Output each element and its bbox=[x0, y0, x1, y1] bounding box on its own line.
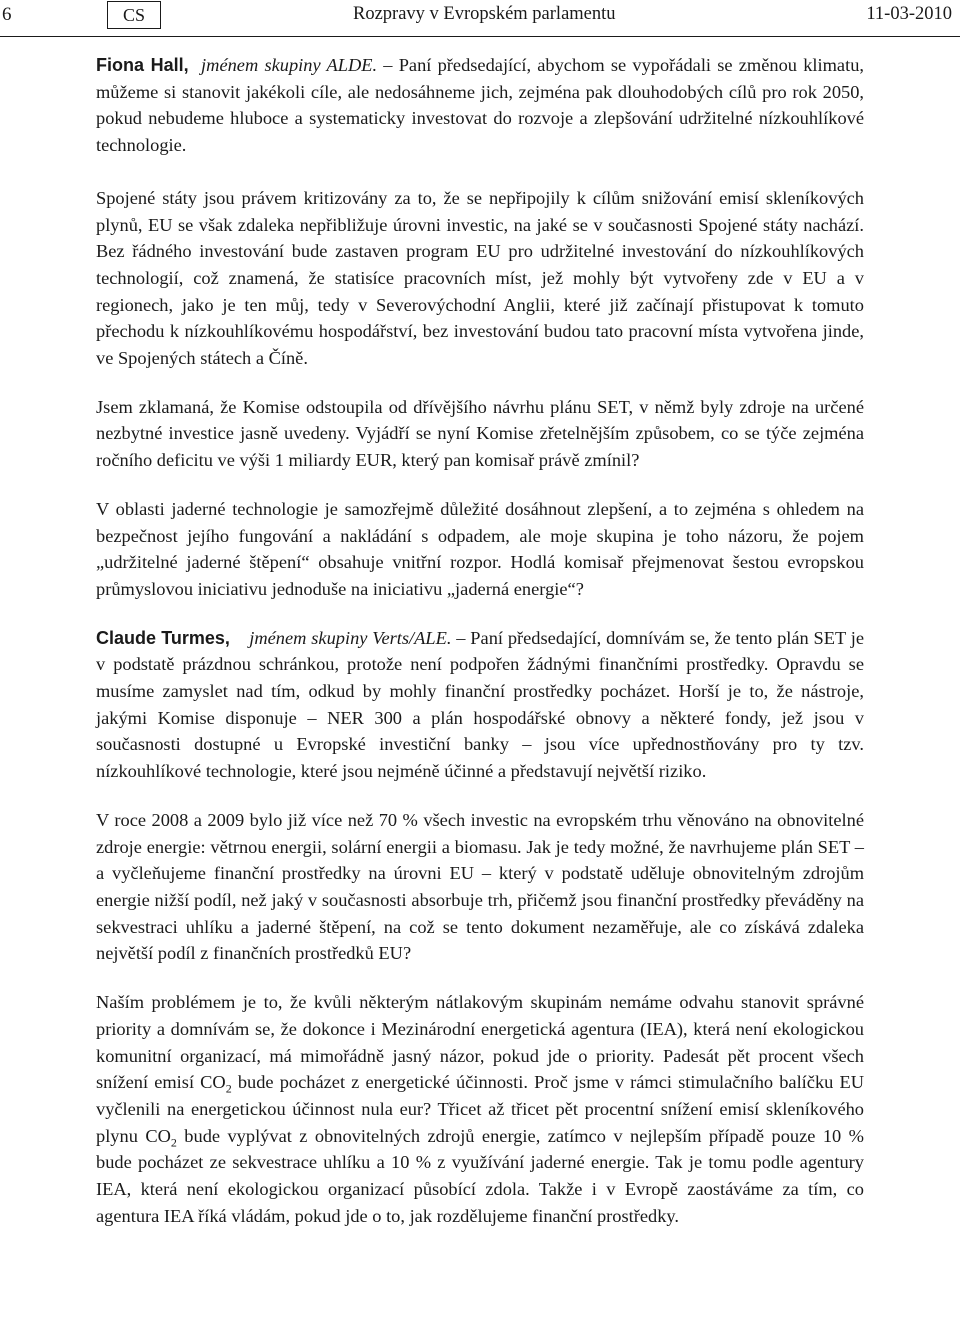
paragraph bbox=[96, 989, 864, 1229]
speaker-affiliation: jménem skupiny ALDE. bbox=[201, 55, 378, 75]
paragraph-text: bude vyplývat z obnovitelných zdrojů energie, zatímco v nejlepším případě pouze 10 % bude pocházet ze sekvestrace uhlíku a 10 % z využívání jaderné energie. Tak je tomu podle agentury IEA, která není ekologickou organizací působící zdola. Takže i v Evropě zaostáváme za tím, co agentura IEA říká vládám, pokud jde o to, jak rozdělujeme finanční prostředky. bbox=[96, 1125, 864, 1226]
paragraph-text: Naším problémem je to, že kvůli některým nátlakovým skupinám nemáme odvahu stanovit správné priority a domnívám se, že dokonce i Mezinárodní energetická agentura (IEA), která není ekologickou komunitní organizací, má mimořádně jasný názor, pokud jde o priority. Padesát pět procent všech snížení emisí CO bbox=[96, 992, 864, 1093]
publication-title: Rozpravy v Evropském parlamentu bbox=[353, 4, 616, 24]
speaker-name: Claude Turmes, bbox=[96, 627, 230, 648]
speech-paragraph-turmes bbox=[96, 625, 864, 785]
page-number: 6 bbox=[2, 4, 12, 25]
subscript: 2 bbox=[170, 1135, 177, 1150]
paragraph: Jsem zklamaná, že Komise odstoupila od dřívějšího návrhu plánu SET, v němž byly zdroje na určené nezbytné investice jasně uvedeny. Vyjádří se nyní Komise zřetelnějším způsobem, co se týče zejména ročního deficitu ve výši 1 miliardy EUR, který pan komisař právě zmínil? bbox=[96, 396, 864, 471]
paragraph: Spojené státy jsou právem kritizovány za to, že se nepřipojily k cílům snižování emisí skleníkových plynů, EU se však zdaleka nepřibližuje úrovni investic, na jaké se v současnosti Spojené státy nachází. Bez řádného investování bude zastaven program EU pro udržitelné investování do nízkouhlíkových technologií, což znamená, že statisíce pracovních míst, jež mohly být vytvořeny zde v EU a v regionech, jako je ten můj, tedy v Severovýchodní Anglii, které již začínají přistupovat k tomuto přechodu k nízkouhlíkovému hospodářství, bez investování budou tato pracovní místa vytvořena jinde, ve Spojených státech a Číně. bbox=[96, 187, 864, 369]
session-date: 11-03-2010 bbox=[866, 4, 952, 24]
paragraph: V oblasti jaderné technologie je samozřejmě důležité dosáhnout zlepšení, a to zejména s ohledem na bezpečnost jejího fungování a nakládání s odpadem, ale moje skupina je toho názoru, že pojem „udržitelné jaderné štěpení“ obsahuje vnitřní rozpor. Hodlá komisař přejmenovat šestou evropskou průmyslovou iniciativu jednoduše na iniciativu „jaderná energie“? bbox=[96, 498, 864, 599]
speech-opening: – Paní předsedající, abychom se vypořádali se změnou klimatu, můžeme si stanovit jakékoli cíle, ale nedosáhneme jich, zejména pak dlouhodobých cílů pro rok 2050, pokud nebudeme hluboce a systematicky investovat do rozvoje a zlepšování udržitelné nízkouhlíkové technologie. bbox=[96, 55, 864, 156]
paragraph: V roce 2008 a 2009 bylo již více než 70 % všech investic na evropském trhu věnováno na obnovitelné zdroje energie: větrnou energii, solární energii a biomasu. Jak je tedy možné, že navrhujeme plán SET – a vyčleňujeme finanční prostředky na úrovni EU – který v podstatě uděluje obnovitelným zdrojům energie nižší podíl, než jaký v současnosti absorbuje trh, přičemž jsou finanční prostředky převáděny na sekvestraci uhlíku a jaderné štěpení, na což se tento dokument nezaměřuje, ale co získává zdaleka největší podíl z finančních prostředků EU? bbox=[96, 809, 864, 964]
speech-opening: – Paní předsedající, domnívám se, že tento plán SET je v podstatě prázdnou schránkou, protože není podpořen žádnými finančními prostředky. Opravdu se musíme zamyslet nad tím, odkud by mohly finanční prostředky pocházet. Horší je to, že nástroje, jakými Komise disponuje – NER 300 a plán hospodářské obnovy a některé fondy, jež jsou v současnosti dostupné u Evropské investiční banky – jsou více upřednostňovány pro ty tzv. nízkouhlíkové technologie, které jsou nejméně účinné a představují největší riziko. bbox=[96, 627, 865, 782]
speaker-name: Fiona Hall, bbox=[96, 55, 189, 75]
subscript: 2 bbox=[225, 1081, 232, 1096]
speaker-affiliation: jménem skupiny Verts/ALE. bbox=[249, 627, 452, 648]
speech-paragraph-hall bbox=[96, 52, 864, 159]
language-code-box: CS bbox=[107, 1, 161, 29]
debate-text bbox=[96, 52, 864, 1251]
running-header bbox=[0, 0, 960, 37]
paragraph-text: bude pocházet z energetické účinnosti. Proč jsme v rámci stimulačního balíčku EU vyčlenili na energetickou účinnost nula eur? Třicet až třicet pět procentní snížení emisí skleníkového plynu CO bbox=[96, 1072, 864, 1146]
